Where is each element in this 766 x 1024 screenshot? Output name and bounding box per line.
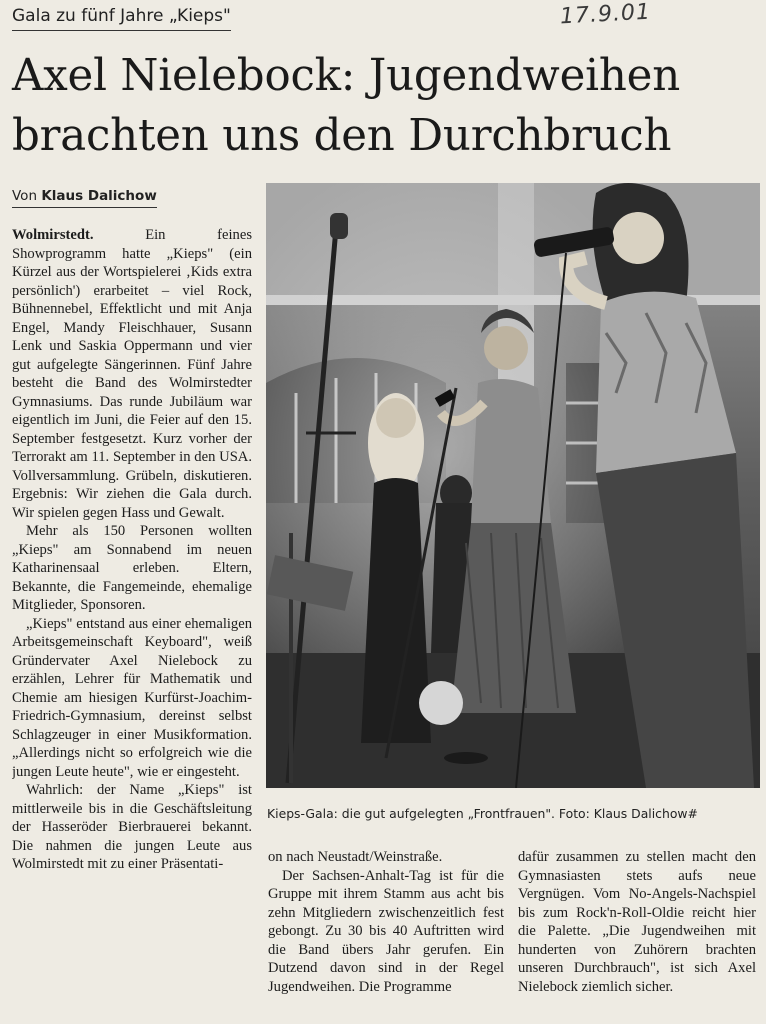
handwritten-date: 17.9.01 bbox=[559, 0, 652, 30]
article-paragraph: dafür zusammen zu stellen macht den Gymnasiasten stets aufs neue Vergnügen. Vom No-Angels-Nachspiel bis zum Rock'n-Roll-Oldie reicht hier die Palette. „Die Jugendweihen mit hunderten von Zuhörern brachten unseren Durchbrauch", ist sich Axel Nielebock ziemlich sicher. bbox=[518, 849, 756, 995]
byline bbox=[12, 188, 157, 208]
article-paragraph: Mehr als 150 Personen wollten „Kieps" am Sonnabend im neuen Katharinensaal erleben. Eltern, Bekannte, die Fangemeinde, ehemalige Mitglieder, Sponsoren. bbox=[12, 523, 252, 613]
article-column-3 bbox=[518, 848, 756, 1020]
photo-image bbox=[266, 183, 760, 788]
byline-prefix: Von bbox=[12, 188, 38, 204]
dateline: Wolmirstedt. bbox=[12, 227, 94, 243]
byline-author: Klaus Dalichow bbox=[41, 188, 157, 204]
article-paragraph: Wahrlich: der Name „Kieps" ist mittlerweile bis in die Geschäftsleitung der Hasseröder Bierbrauerei bekannt. Die nahmen die jungen Leute aus Wolmirstedt mit zu einer Präsentati- bbox=[12, 782, 252, 872]
kicker: Gala zu fünf Jahre „Kieps" bbox=[12, 6, 231, 31]
article-paragraph bbox=[12, 226, 252, 522]
headline-line-1: Axel Nielebock: Jugendweihen bbox=[12, 51, 681, 101]
article-paragraph: on nach Neustadt/Weinstraße. bbox=[268, 849, 443, 865]
concert-photo bbox=[266, 183, 760, 788]
article-column-1 bbox=[12, 226, 252, 1020]
headline bbox=[12, 46, 757, 166]
paragraph-text: Ein feines Showprogramm hatte „Kieps" (ein Kürzel aus der Wortspielerei ‚Kids extra persönlich') erarbeitet – viel Rock, Bühnennebel, Effektlicht und mit Anja Engel, Mandy Fleischhauer, Susann Lenk und Saskia Oppermann und vier gut aufgelegte Sängerinnen. Fünf Jahre besteht die Band des Wolmirstedter Gymnasiums. Das runde Jubiläum war eigentlich im Juni, die Feier auf den 15. September festgesetzt. Kurz vorher der Terrorakt am 11. September in den USA. Vollversammlung. Grübeln, diskutieren. Ergebnis: Wir ziehen die Gala durch. Wir spielen gegen Hass und Gewalt. bbox=[12, 227, 252, 521]
article-paragraph: „Kieps" entstand aus einer ehemaligen Arbeitsgemeinschaft Keyboard", weiß Gründervater Axel Nielebock zu erzählen, Lehrer für Mathematik und Chemie am hiesigen Kurfürst-Joachim-Friedrich-Gymnasium, dereinst selbst Schlagzeuger in einer Musikformation. „Allerdings nicht so erfolgreich wie die jungen Leute heute", wie er eingesteht. bbox=[12, 615, 252, 780]
headline-line-2: brachten uns den Durchbruch bbox=[12, 111, 672, 161]
article-paragraph: Der Sachsen-Anhalt-Tag ist für die Gruppe mit ihrem Stamm aus acht bis zehn Mitgliedern zwischenzeitlich fest gebongt. Zu 30 bis 40 Auftritten wird die Band übers Jahr gerufen. Ein Dutzend davon sind in der Regel Jugendweihen. Die Programme bbox=[268, 867, 504, 995]
article-column-2 bbox=[268, 848, 504, 1020]
photo-caption: Kieps-Gala: die gut aufgelegten „Frontfrauen". Foto: Klaus Dalichow# bbox=[267, 806, 698, 821]
